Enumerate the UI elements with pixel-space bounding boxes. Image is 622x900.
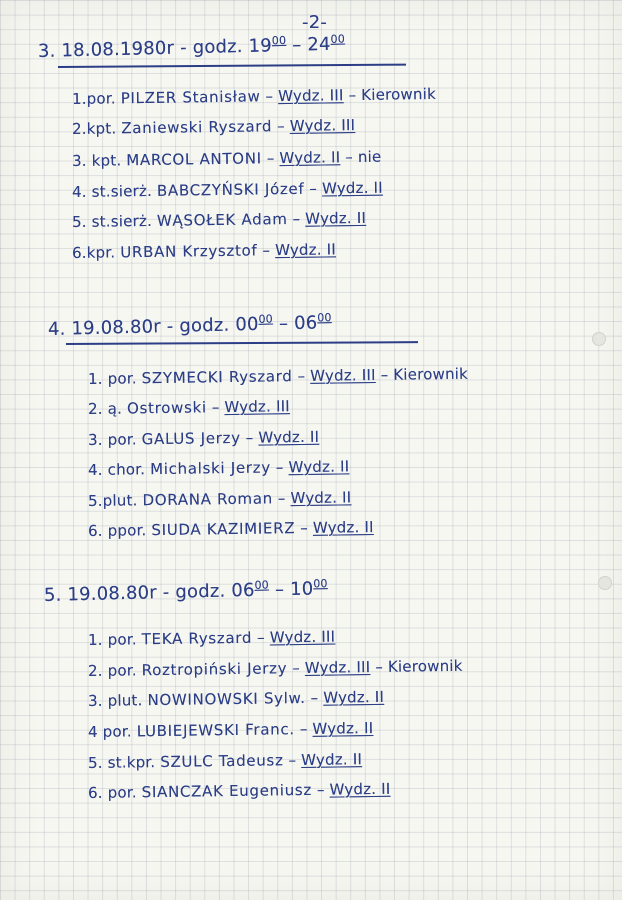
from-minutes: 00 bbox=[271, 33, 287, 48]
from-hour: 06 bbox=[231, 579, 255, 602]
staff-row: 3. plut. NOWINOWSKI Sylw. – Wydz. II bbox=[87, 687, 385, 710]
staff-row: 3. por. GALUS Jerzy – Wydz. II bbox=[87, 427, 320, 449]
section-underline bbox=[58, 64, 406, 68]
staff-row: 1. por. SZYMECKI Ryszard – Wydz. III – Kierownik bbox=[87, 364, 469, 388]
section-header: 5. 19.08.80r - godz. $06^{00} - 10^{00}$ bbox=[43, 577, 328, 606]
from-hour: 00 bbox=[235, 313, 259, 336]
staff-row: 4. chor. Michalski Jerzy – Wydz. II bbox=[87, 457, 350, 479]
hours-label: godz. bbox=[175, 580, 226, 603]
staff-row: 5. st.kpr. SZULC Tadeusz – Wydz. II bbox=[87, 750, 363, 772]
to-minutes: 00 bbox=[313, 577, 328, 591]
staff-row: 6.kpr. URBAN Krzysztof – Wydz. II bbox=[71, 240, 337, 262]
hours-label: godz. bbox=[192, 36, 243, 59]
section-number: 5. bbox=[43, 584, 62, 606]
staff-row: 1.por. PILZER Stanisław – Wydz. III – Kierownik bbox=[71, 84, 437, 108]
section-number: 3. bbox=[37, 40, 56, 62]
staff-row: 3. kpt. MARCOL ANTONI – Wydz. II – nie bbox=[71, 147, 382, 170]
staff-row: 4 por. LUBIEJEWSKI Franc. – Wydz. II bbox=[87, 719, 374, 741]
section-date: 19.08.80r bbox=[67, 582, 158, 606]
staff-row: 5.plut. DORANA Roman – Wydz. II bbox=[87, 488, 352, 510]
to-hour: 10 bbox=[289, 578, 314, 600]
section-underline bbox=[66, 341, 418, 345]
staff-row: 6. ppor. SIUDA KAZIMIERZ – Wydz. II bbox=[87, 518, 374, 540]
section-number: 4. bbox=[47, 318, 66, 340]
staff-row: 2.kpt. Zaniewski Ryszard – Wydz. III bbox=[71, 116, 356, 138]
from-minutes: 00 bbox=[258, 312, 274, 326]
to-minutes: 00 bbox=[317, 311, 332, 325]
section-header: 3. 18.08.1980r - godz. $19^{00} - 24^{00}$ bbox=[37, 32, 346, 62]
hours-label: godz. bbox=[179, 314, 230, 337]
section-header: 4. 19.08.80r - godz. $00^{00} - 06^{00}$ bbox=[47, 311, 332, 340]
to-hour: 06 bbox=[293, 312, 318, 334]
to-minutes: 00 bbox=[330, 32, 346, 46]
punch-hole bbox=[598, 576, 612, 590]
to-hour: 24 bbox=[307, 33, 331, 56]
staff-row: 5. st.sierż. WĄSOŁEK Adam – Wydz. II bbox=[71, 208, 367, 231]
staff-row: 6. por. SIANCZAK Eugeniusz – Wydz. II bbox=[87, 779, 391, 802]
page-number: -2- bbox=[302, 12, 328, 33]
staff-row: 1. por. TEKA Ryszard – Wydz. III bbox=[87, 627, 336, 649]
staff-row: 2. por. Roztropiński Jerzy – Wydz. III – Kierownik bbox=[87, 656, 463, 680]
staff-row: 4. st.sierż. BABCZYŃSKI Józef – Wydz. II bbox=[71, 178, 383, 201]
from-minutes: 00 bbox=[254, 578, 270, 592]
punch-hole bbox=[592, 332, 606, 346]
section-date: 18.08.1980r bbox=[61, 37, 175, 62]
from-hour: 19 bbox=[248, 35, 273, 57]
staff-row: 2. ą. Ostrowski – Wydz. III bbox=[87, 397, 290, 418]
section-date: 19.08.80r bbox=[71, 316, 162, 340]
